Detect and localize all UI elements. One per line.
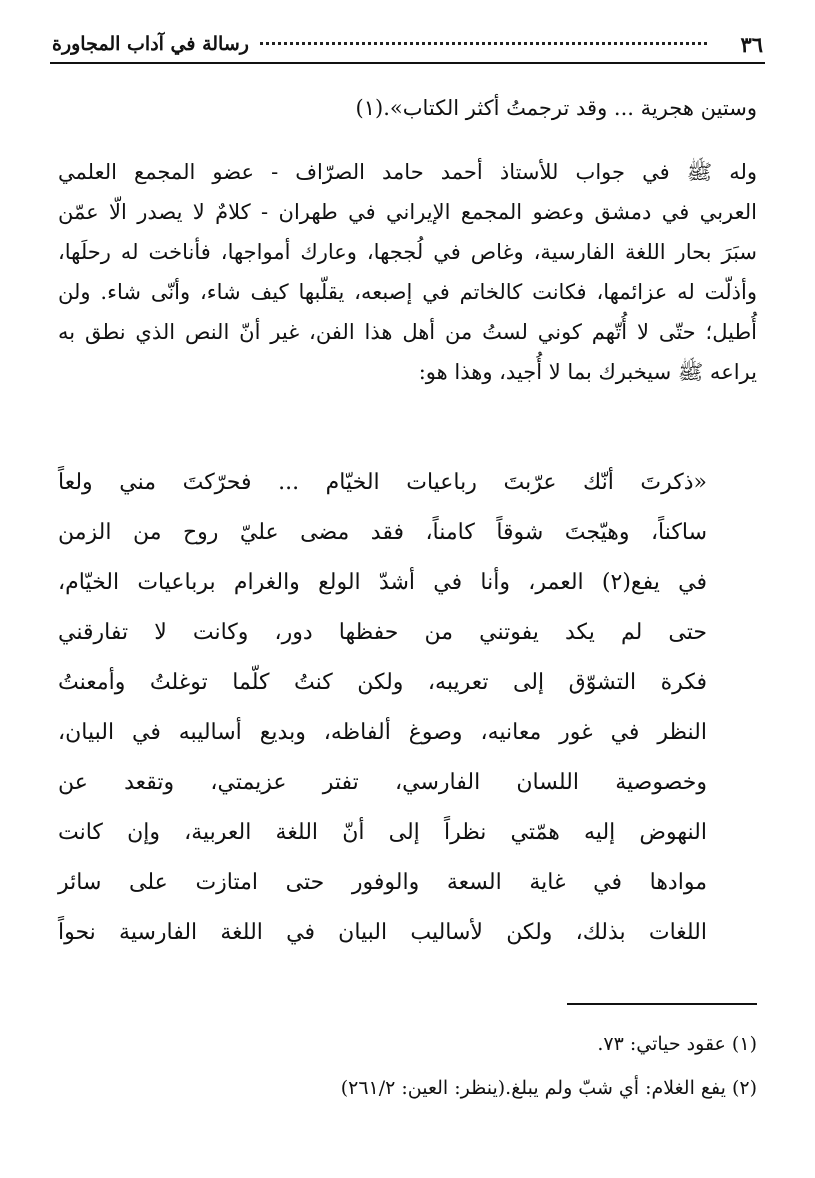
header-leader-dots [260,42,707,45]
text-line: وستين هجرية ... وقد ترجمتُ أكثر الكتاب».(١) [355,96,757,120]
quote-line: حتى لم يكد يفوتني من حفظها دور، وكانت لا تفارقني [58,620,707,645]
footnote-1: (١) عقود حياتي: ٧٣. [597,1033,757,1055]
quote-line: موادها في غاية السعة والوفور حتى امتازت على سائر [58,870,707,895]
text-line: أُطيل؛ حتّى لا أُتّهم كوني لستُ من أهل هذا الفن، غير أنّ النص الذي نطق به [58,320,757,344]
footnotes [58,1022,757,1110]
quote-line: النظر في غور معانيه، وصوغ ألفاظه، وبديع أساليبه في البيان، [58,720,707,745]
paragraph-main [58,152,757,392]
quote-line: وخصوصية اللسان الفارسي، تفتر عزيمتي، وتقعد عن [58,770,707,795]
footnote-2: (٢) يفع الغلام: أي شبّ ولم يبلغ.(ينظر: العين: ٢٦١/٢) [340,1077,757,1099]
text-line: العربي في دمشق وعضو المجمع الإيراني في طهران - كلامٌ لا يصدر الّا عمّن [58,200,757,224]
quote-line: في يفع(٢) العمر، وأنا في أشدّ الولع والغرام برباعيات الخيّام، [58,570,707,595]
text-line: يراعه ﷺ سيخبرك بما لا أُجيد، وهذا هو: [418,360,757,384]
text-line: سبَرَ بحار اللغة الفارسية، وغاص في لُججها، وعارك أمواجها، فأناخت له رحلَها، [58,240,757,264]
footnote-divider [567,1003,757,1005]
quote-line: «ذكرتَ أنّك عرّبتَ رباعيات الخيّام ... فحرّكتَ مني ولعاً [58,470,707,495]
page-header [50,28,765,64]
quote-line: اللغات بذلك، ولكن لأساليب البيان في اللغة الفارسية نحواً [58,920,707,945]
block-quote [58,458,707,958]
quote-line: ساكناً، وهيّجتَ شوقاً كامناً، فقد مضى عليّ روح من الزمن [58,520,707,545]
text-line: وله ﷺ في جواب للأستاذ أحمد حامد الصرّاف - عضو المجمع العلمي [58,160,757,184]
quote-line: فكرة التشوّق إلى تعريبه، ولكن كنتُ كلّما توغلتُ وأمعنتُ [58,670,707,695]
quote-line: النهوض إليه همّتي نظراً إلى أنّ اللغة العربية، وإن كانت [58,820,707,845]
running-title: رسالة في آداب المجاورة [52,33,249,55]
paragraph-continuation [58,88,757,128]
text-line: وأذلّت له عزائمها، فكانت كالخاتم في إصبعه، يقلّبها كيف شاء، وأنّى شاء. ولن [58,280,757,304]
page-number: ٣٦ [740,32,763,57]
